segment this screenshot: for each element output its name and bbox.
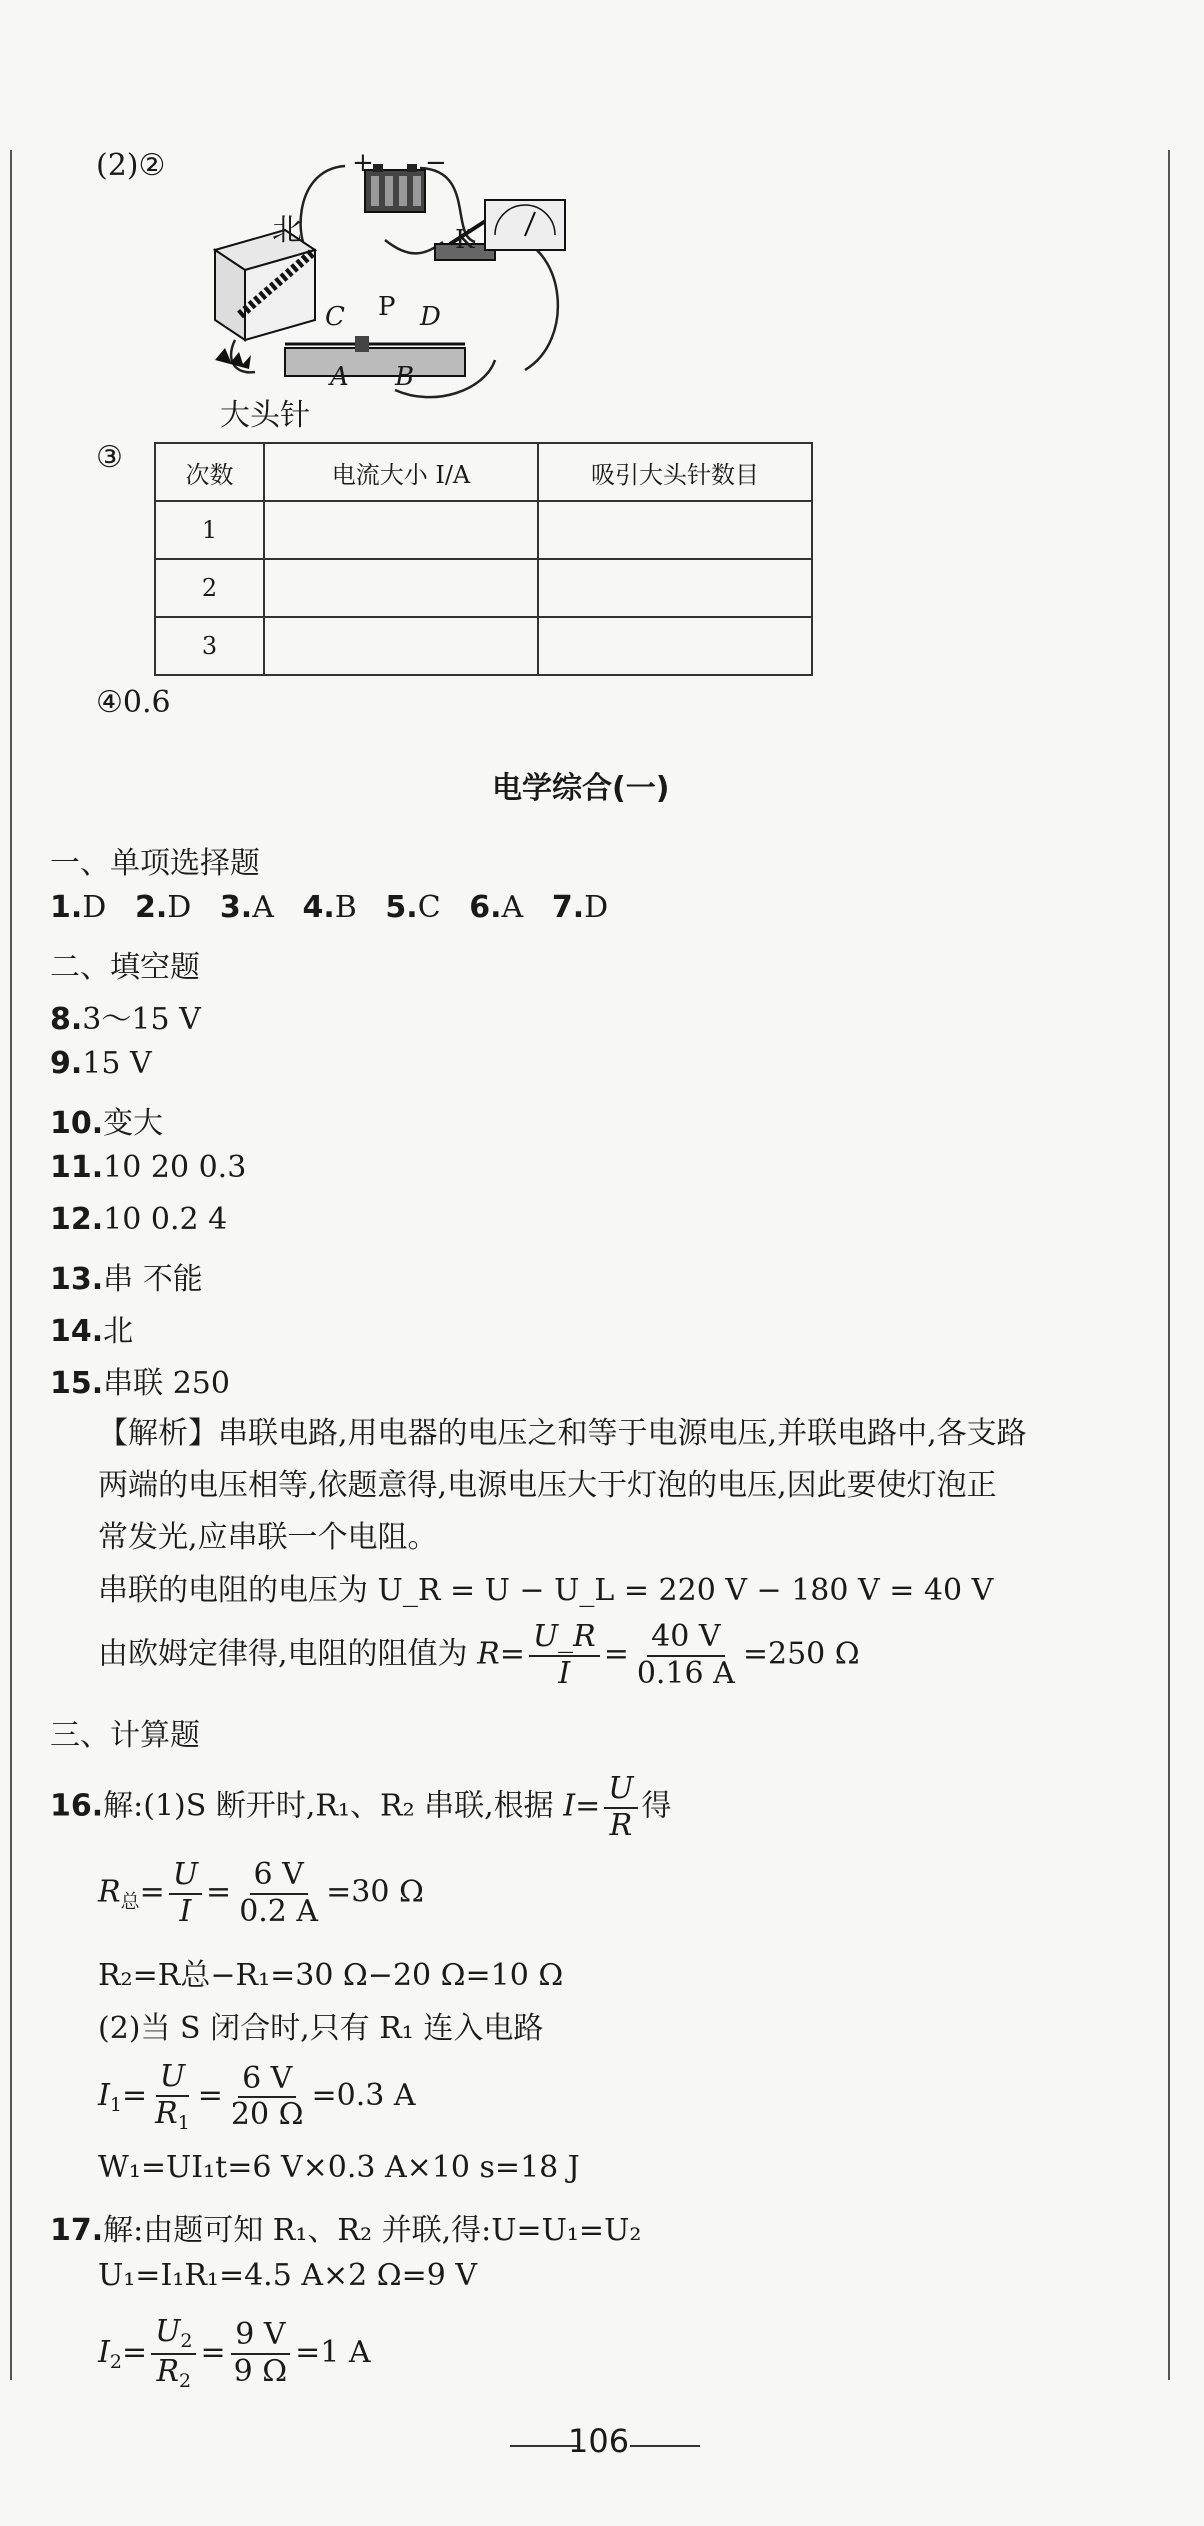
- table-header-row: [155, 443, 812, 501]
- q17-line-2: U₁=I₁R₁=4.5 A×2 Ω=9 V: [98, 2258, 478, 2293]
- label-k: K: [455, 225, 475, 255]
- table-header: 次数: [155, 443, 264, 501]
- s3-title: 三、计算题: [50, 1718, 200, 1753]
- list-item: 15.串联 250: [50, 1366, 230, 1401]
- section-title: 电学综合(一): [492, 771, 670, 806]
- q16-line-5: $I_1=$ $\frac{U}{R_1}$ = $\frac{6 V}{20 \Omega}$ =0.3 A: [98, 2059, 416, 2134]
- table-row: [155, 559, 812, 617]
- list-item: 14.北: [50, 1314, 134, 1349]
- wire-ammeter: [515, 238, 558, 370]
- voltage-line: 串联的电阻的电压为 U_R = U − U_L = 220 V − 180 V = 40 V: [98, 1573, 994, 1608]
- label-c: C: [325, 302, 345, 332]
- item4: ④0.6: [96, 685, 171, 720]
- q16-line-3: R₂=R总−R₁=30 Ω−20 Ω=10 Ω: [98, 1958, 564, 1993]
- table-row: [155, 501, 812, 559]
- list-item: 8.3～15 V: [50, 1002, 201, 1037]
- label-plus: +: [352, 148, 374, 178]
- rheostat: [285, 336, 465, 376]
- analysis-line-2: 两端的电压相等,依题意得,电源电压大于灯泡的电压,因此要使灯泡正: [98, 1468, 997, 1503]
- page-number: 106: [568, 2422, 630, 2460]
- label-d: D: [420, 302, 441, 332]
- list-item: 13.串 不能: [50, 1262, 203, 1297]
- table-cell: 1: [155, 501, 264, 559]
- left-margin-line: [10, 150, 12, 2380]
- s1-answers: 1.D 2.D 3.A 4.B 5.C 6.A 7.D: [50, 890, 609, 925]
- label-b: B: [395, 362, 415, 392]
- ohm-line: 由欧姆定律得,电阻的阻值为 R= $\frac{U\_R}{I}$ = $\frac{40 V}{0.16 A}$ =250 Ω: [98, 1619, 860, 1691]
- part2-label: (2)②: [96, 148, 166, 183]
- pins-pile: [215, 348, 251, 369]
- item3-label: ③: [96, 440, 123, 475]
- table-header: 吸引大头针数目: [538, 443, 812, 501]
- q16-line-6: W₁=UI₁t=6 V×0.3 A×10 s=18 J: [98, 2150, 580, 2185]
- list-item: 12.10 0.2 4: [50, 1202, 228, 1237]
- label-minus: −: [425, 148, 447, 178]
- list-item: 9.15 V: [50, 1046, 152, 1081]
- q17-line-3: $I_2=$ $\frac{U_2}{R_2}$ = $\frac{9 V}{9 \Omega}$ =1 A: [98, 2314, 371, 2392]
- table-header: 电流大小 I/A: [264, 443, 538, 501]
- label-p: P: [378, 292, 396, 322]
- analysis-line-3: 常发光,应串联一个电阻。: [98, 1520, 438, 1555]
- table-cell: 3: [155, 617, 264, 675]
- s2-title: 二、填空题: [50, 950, 200, 985]
- label-a: A: [330, 362, 349, 392]
- battery: [365, 164, 425, 212]
- label-pins: 大头针: [220, 398, 310, 433]
- q16-line-4: (2)当 S 闭合时,只有 R₁ 连入电路: [98, 2011, 544, 2046]
- footer-rule-right: [630, 2445, 700, 2447]
- s1-title: 一、单项选择题: [50, 846, 260, 881]
- right-margin-line: [1168, 150, 1170, 2380]
- list-item: 11.10 20 0.3: [50, 1150, 247, 1185]
- table-cell: 2: [155, 559, 264, 617]
- label-north: 北: [272, 213, 302, 248]
- ammeter: [485, 200, 565, 250]
- analysis-line-1: 【解析】串联电路,用电器的电压之和等于电源电压,并联电路中,各支路: [98, 1416, 1027, 1451]
- list-item: 10.变大: [50, 1106, 164, 1141]
- data-table: [154, 442, 813, 676]
- q17-line-1: 17.解:由题可知 R₁、R₂ 并联,得:U=U₁=U₂: [50, 2213, 642, 2248]
- table-row: [155, 617, 812, 675]
- q16-line-2: $R_总=$ $\frac{U}{I}$ = $\frac{6 V}{0.2 A}$ =30 Ω: [98, 1857, 424, 1929]
- q16-line-1: 16.解:(1)S 断开时,R₁、R₂ 串联,根据 I= $\frac{U}{R}$ 得: [50, 1771, 672, 1843]
